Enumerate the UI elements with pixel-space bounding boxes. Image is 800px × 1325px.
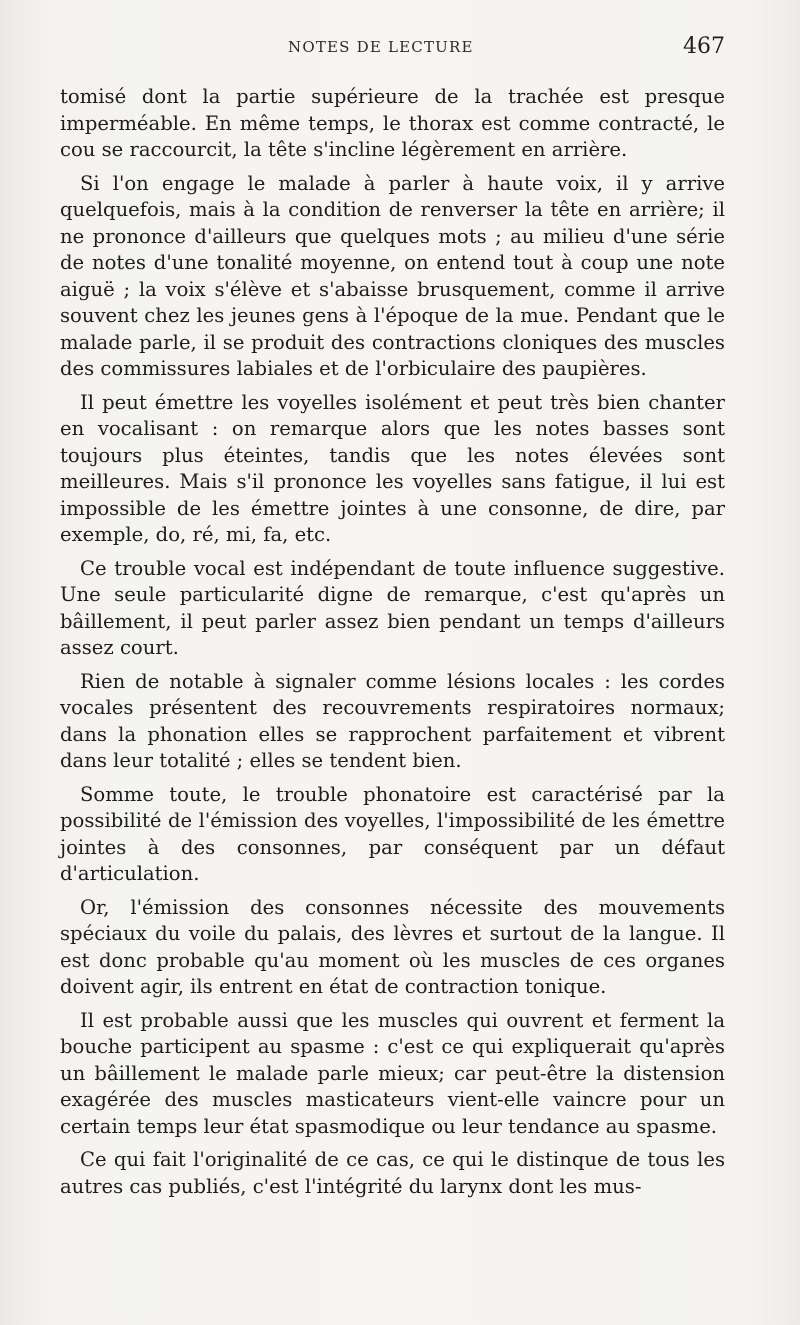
paragraph: Somme toute, le trouble phonatoire est caractérisé par la possibilité de l'émission des voyelles, l'impossibilité de les émettre jointes à des consonnes, par conséquent par un défaut d'articulation.: [60, 782, 725, 885]
paragraph: Or, l'émission des consonnes nécessite des mouvements spéciaux du voile du palais, des lèvres et surtout de la langue. Il est donc probable qu'au moment où les muscles de ces organes doivent agir, ils entrent en état de contraction tonique.: [60, 895, 725, 998]
running-head: [60, 34, 725, 64]
paragraph: Rien de notable à signaler comme lésions locales : les cordes vocales présentent des recouvrements respiratoires normaux; dans la phonation elles se rapprochent parfaitement et vibrent dans leur totalité ; elles se tendent bien.: [60, 669, 725, 772]
page-number: 467: [683, 34, 725, 59]
paragraph: Il est probable aussi que les muscles qui ouvrent et ferment la bouche participent au spasme : c'est ce qui expliquerait qu'après un bâillement le malade parle mieux; car peut-être la distension exagérée des muscles masticateurs vient-elle vaincre pour un certain temps leur état spasmodique ou leur tendance au spasme.: [60, 1008, 725, 1138]
body-text: [60, 84, 725, 1207]
paragraph: tomisé dont la partie supérieure de la trachée est presque imperméable. En même temps, le thorax est comme contracté, le cou se raccourcit, la tête s'incline légèrement en arrière.: [60, 85, 725, 161]
running-title: NOTES DE LECTURE: [288, 38, 474, 56]
paragraph: Ce qui fait l'originalité de ce cas, ce qui le distinque de tous les autres cas publiés, c'est l'intégrité du larynx dont les mus-: [60, 1148, 725, 1198]
paragraph: Il peut émettre les voyelles isolément et peut très bien chanter en vocalisant : on remarque alors que les notes basses sont toujours plus éteintes, tandis que les notes élevées sont meilleures. Mais s'il prononce les voyelles sans fatigue, il lui est impossible de les émettre jointes à une consonne, de dire, par exemple, do, ré, mi, fa, etc.: [60, 390, 725, 546]
paragraph: Si l'on engage le malade à parler à haute voix, il y arrive quelquefois, mais à la condition de renverser la tête en arrière; il ne prononce d'ailleurs que quelques mots ; au milieu d'une série de notes d'une tonalité moyenne, on entend tout à coup une note aiguë ; la voix s'élève et s'abaisse brusquement, comme il arrive souvent chez les jeunes gens à l'époque de la mue. Pendant que le malade parle, il se produit des contractions cloniques des muscles des commissures labiales et de l'orbiculaire des paupières.: [60, 171, 725, 380]
paragraph: Ce trouble vocal est indépendant de toute influence suggestive. Une seule particularité digne de remarque, c'est qu'après un bâillement, il peut parler assez bien pendant un temps d'ailleurs assez court.: [60, 556, 725, 659]
